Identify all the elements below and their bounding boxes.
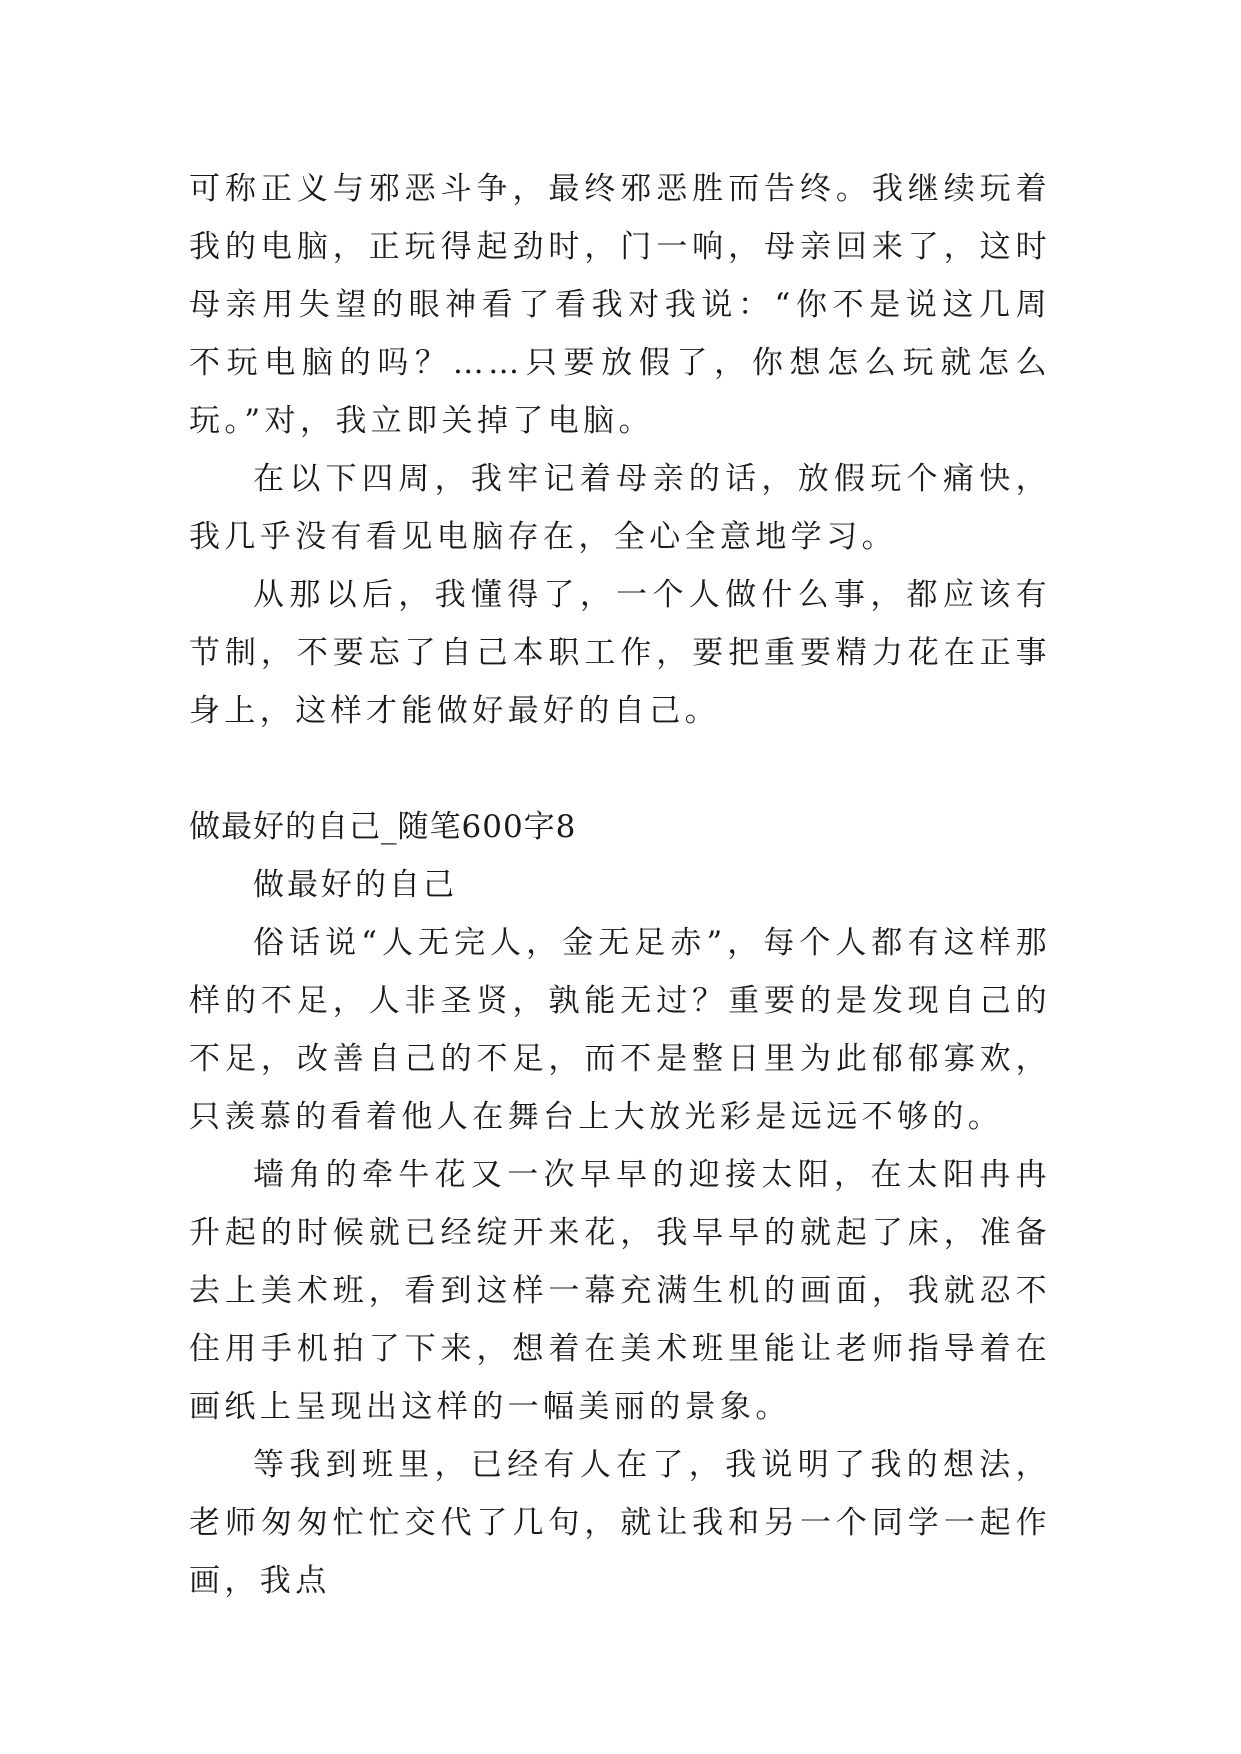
section-title: 做最好的自己_随笔600字8 bbox=[189, 809, 577, 845]
paragraph-essay-1: 俗话说“人无完人，金无足赤”，每个人都有这样那样的不足，人非圣贤，孰能无过？重要的是发现自己的不足，改善自己的不足，而不是整日里为此郁郁寡欢，只羡慕的看着他人在舞台上大放光彩是远远不够的。 bbox=[189, 925, 1051, 1135]
paragraph-continued-2: 在以下四周，我牢记着母亲的话，放假玩个痛快，我几乎没有看见电脑存在，全心全意地学习。 bbox=[189, 461, 1051, 555]
paragraph-continued-1: 可称正义与邪恶斗争，最终邪恶胜而告终。我继续玩着我的电脑，正玩得起劲时，门一响，母亲回来了，这时母亲用失望的眼神看了看我对我说：“你不是说这几周不玩电脑的吗？……只要放假了，你想怎么玩就怎么玩。”对，我立即关掉了电脑。 bbox=[189, 171, 1051, 439]
paragraph-essay-2: 墙角的牵牛花又一次早早的迎接太阳，在太阳冉冉升起的时候就已经绽开来花，我早早的就起了床，准备去上美术班，看到这样一幕充满生机的画面，我就忍不住用手机拍了下来，想着在美术班里能让老师指导着在画纸上呈现出这样的一幅美丽的景象。 bbox=[189, 1157, 1051, 1425]
document-page bbox=[189, 160, 1051, 1610]
paragraph-continued-3: 从那以后，我懂得了，一个人做什么事，都应该有节制，不要忘了自己本职工作，要把重要精力花在正事身上，这样才能做好最好的自己。 bbox=[189, 577, 1051, 729]
paragraph-essay-3: 等我到班里，已经有人在了，我说明了我的想法，老师匆匆忙忙交代了几句，就让我和另一个同学一起作画，我点 bbox=[189, 1447, 1051, 1599]
essay-title: 做最好的自己 bbox=[253, 867, 457, 903]
